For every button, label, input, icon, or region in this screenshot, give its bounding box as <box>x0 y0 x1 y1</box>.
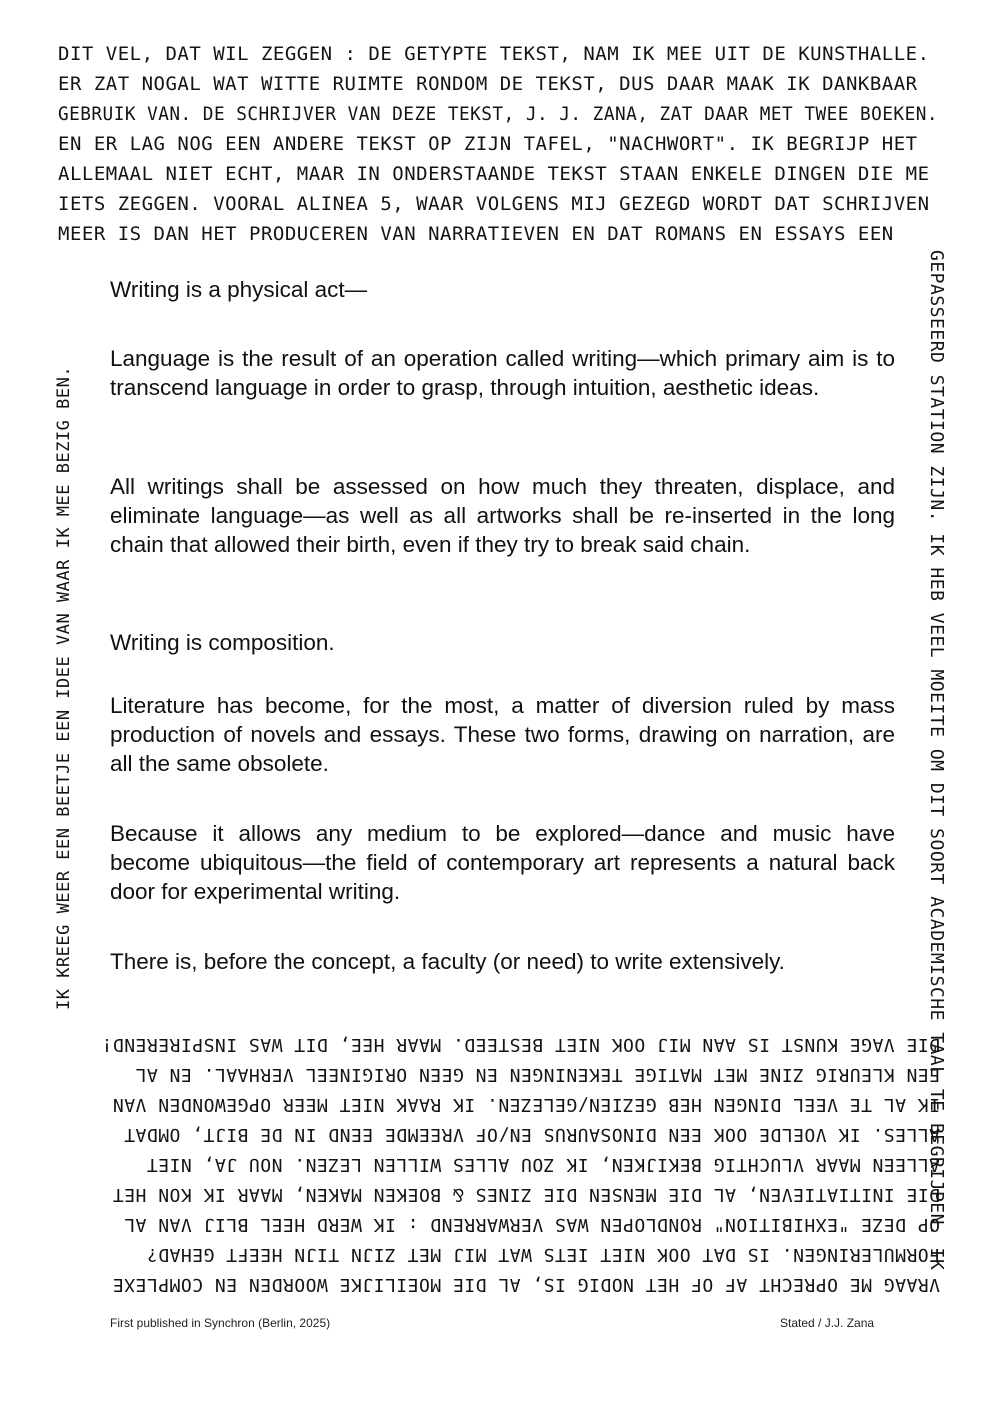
handwritten-line: GEBRUIK VAN. DE SCHRIJVER VAN DEZE TEKST, J. J. ZANA, ZAT DAAR MET TWEE BOEKEN. <box>58 103 938 125</box>
handwritten-line: DIE VAGE KUNST IS AAN MIJ OOK NIET BESTEED. MAAR HEE, DIT WAS INSPIREREND! <box>101 1034 940 1055</box>
typed-paragraph: Writing is composition. <box>110 630 335 655</box>
handwritten-line: EEN KLEURIG ZINE MET MATIGE TEKENINGEN EN GEEN ORIGINEEL VERHAAL. EN AL <box>135 1064 940 1085</box>
handwritten-note-left-margin: IK KREEG WEER EEN BEETJE EEN IDEE VAN WAAR IK MEE BEZIG BEN. <box>54 365 74 1010</box>
handwritten-line: VRAAG ME OPRECHT AF OF HET NODIG IS, AL DIE MOEILIJKE WOORDEN EN COMPLEXE <box>112 1274 940 1295</box>
typed-paragraph: Because it allows any medium to be explored—dance and music have become ubiquitous—the field of contemporary art represents a natural back door for experimental writing. <box>110 821 895 904</box>
handwritten-line: EN ER LAG NOG EEN ANDERE TEKST OP ZIJN TAFEL, "NACHWORT". IK BEGRIJP HET <box>58 133 918 155</box>
handwritten-line: ER ZAT NOGAL WAT WITTE RUIMTE RONDOM DE TEKST, DUS DAAR MAAK IK DANKBAAR <box>58 73 918 95</box>
handwritten-line: IETS ZEGGEN. VOORAL ALINEA 5, WAAR VOLGENS MIJ GEZEGD WORDT DAT SCHRIJVEN <box>58 193 930 215</box>
handwritten-line: ALLES. IK VOELDE OOK EEN DINOSAURUS EN/OF VREEMDE EEND IN DE BIJT, OMDAT <box>123 1124 940 1145</box>
typed-paragraph: Writing is a physical act— <box>110 277 368 302</box>
footer-publication-note: First published in Synchron (Berlin, 2025) <box>110 1316 331 1330</box>
handwritten-line: ALLEEN MAAR VLUCHTIG BEKIJKEN, IK ZOU ALLES WILLEN LEZEN. NOU JA, NIET <box>146 1154 940 1175</box>
typed-paragraph: There is, before the concept, a faculty (or need) to write extensively. <box>110 949 785 974</box>
footer-author-credit: Stated / J.J. Zana <box>780 1316 875 1330</box>
handwritten-note-bottom-upside-down <box>62 1022 940 1300</box>
typed-paragraph: All writings shall be assessed on how much they threaten, displace, and eliminate language—as well as all artworks shall be re-inserted in the long chain that allowed their birth, even if they try to break said chain. <box>110 474 895 557</box>
typed-paragraph: Language is the result of an operation called writing—which primary aim is to transcend language in order to grasp, through intuition, aesthetic ideas. <box>110 346 895 400</box>
handwritten-line: FORMULERINGEN. IS DAT OOK NIET IETS WAT MIJ MET ZIJN TIJN HEEFT GEHAD? <box>146 1244 940 1265</box>
handwritten-line: MEER IS DAN HET PRODUCEREN VAN NARRATIEVEN EN DAT ROMANS EN ESSAYS EEN <box>58 223 894 245</box>
handwritten-line: DIT VEL, DAT WIL ZEGGEN : DE GETYPTE TEKST, NAM IK MEE UIT DE KUNSTHALLE. <box>58 43 930 65</box>
handwritten-line: ALLEMAAL NIET ECHT, MAAR IN ONDERSTAANDE TEKST STAAN ENKELE DINGEN DIE ME <box>58 163 930 185</box>
handwritten-note-right-margin: GEPASSEERD STATION ZIJN. IK HEB VEEL MOEITE OM DIT SOORT ACADEMISCHE TAAL TE BEGRIJPEN. IK <box>926 250 947 1271</box>
handwritten-line: IK AL TE VEEL DINGEN HEB GEZIEN/GELEZEN. IK RAAK NIET MEER OPGEWONDEN VAN <box>112 1094 940 1115</box>
typed-paragraph: Literature has become, for the most, a matter of diversion ruled by mass production of novels and essays. These two forms, drawing on narration, are all the same obsolete. <box>110 693 895 776</box>
handwritten-line: DIE INITIATIEVEN, AL DIE MENSEN DIE ZINES & BOEKEN MAKEN, MAAR IK KON HET <box>112 1184 940 1205</box>
handwritten-line: OP DEZE "EXHIBITION" RONDLOPEN WAS VERWARREND : IK WERD HEEL BLIJ VAN AL <box>123 1214 940 1235</box>
